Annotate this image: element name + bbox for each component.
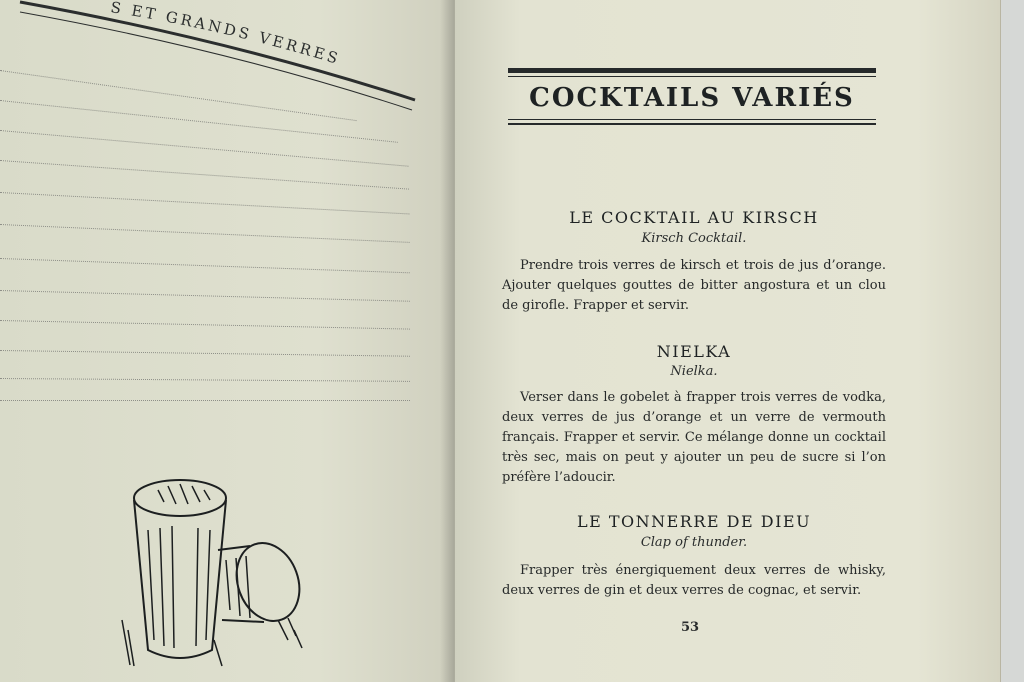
running-header-text: S ET GRANDS VERRES	[109, 0, 343, 69]
section-title-block	[508, 68, 876, 125]
ruled-line	[0, 290, 410, 302]
ruled-line	[0, 192, 409, 214]
ruled-line	[0, 258, 410, 273]
recipe-body: Frapper très énergiquement deux verres de whisky, deux verres de gin et deux verres de cognac, et servir.	[502, 563, 886, 598]
ruled-line	[0, 224, 410, 243]
title-rule-bottom	[508, 123, 876, 125]
recipe-body: Verser dans le gobelet à frapper trois verres de vodka, deux verres de jus d’orange et un verre de vermouth français. Frapper et servir. Ce mélange donne un cocktail très sec, mais on peut y ajouter un peu de sucre si l’on préfère l’adoucir.	[502, 390, 886, 485]
page-number: 53	[680, 620, 700, 635]
ruled-line	[0, 160, 409, 190]
title-rule-top-thin	[508, 76, 876, 77]
recipe-body: Prendre trois verres de kirsch et trois de jus d’orange. Ajouter quelques gouttes de bitter angostura et un clou de girofle. Frapper et servir.	[502, 258, 886, 313]
recipe-subtitle: Nielka.	[670, 364, 718, 379]
ruled-line	[0, 320, 410, 330]
recipe-title: NIELKA	[656, 342, 732, 361]
ruled-line	[0, 350, 410, 357]
section-title: COCKTAILS VARIÉS	[529, 83, 855, 113]
left-page	[0, 0, 455, 682]
title-rule-top	[508, 68, 876, 73]
recipe-title: LE COCKTAIL AU KIRSCH	[569, 208, 819, 227]
ruled-line	[0, 378, 410, 382]
recipe-subtitle: Kirsch Cocktail.	[641, 231, 747, 246]
recipe-title: LE TONNERRE DE DIEU	[576, 512, 812, 531]
title-rule-bottom-thin	[508, 119, 876, 120]
glasses-illustration	[118, 470, 318, 670]
ruled-line	[0, 400, 410, 401]
recipe-subtitle: Clap of thunder.	[640, 535, 748, 550]
